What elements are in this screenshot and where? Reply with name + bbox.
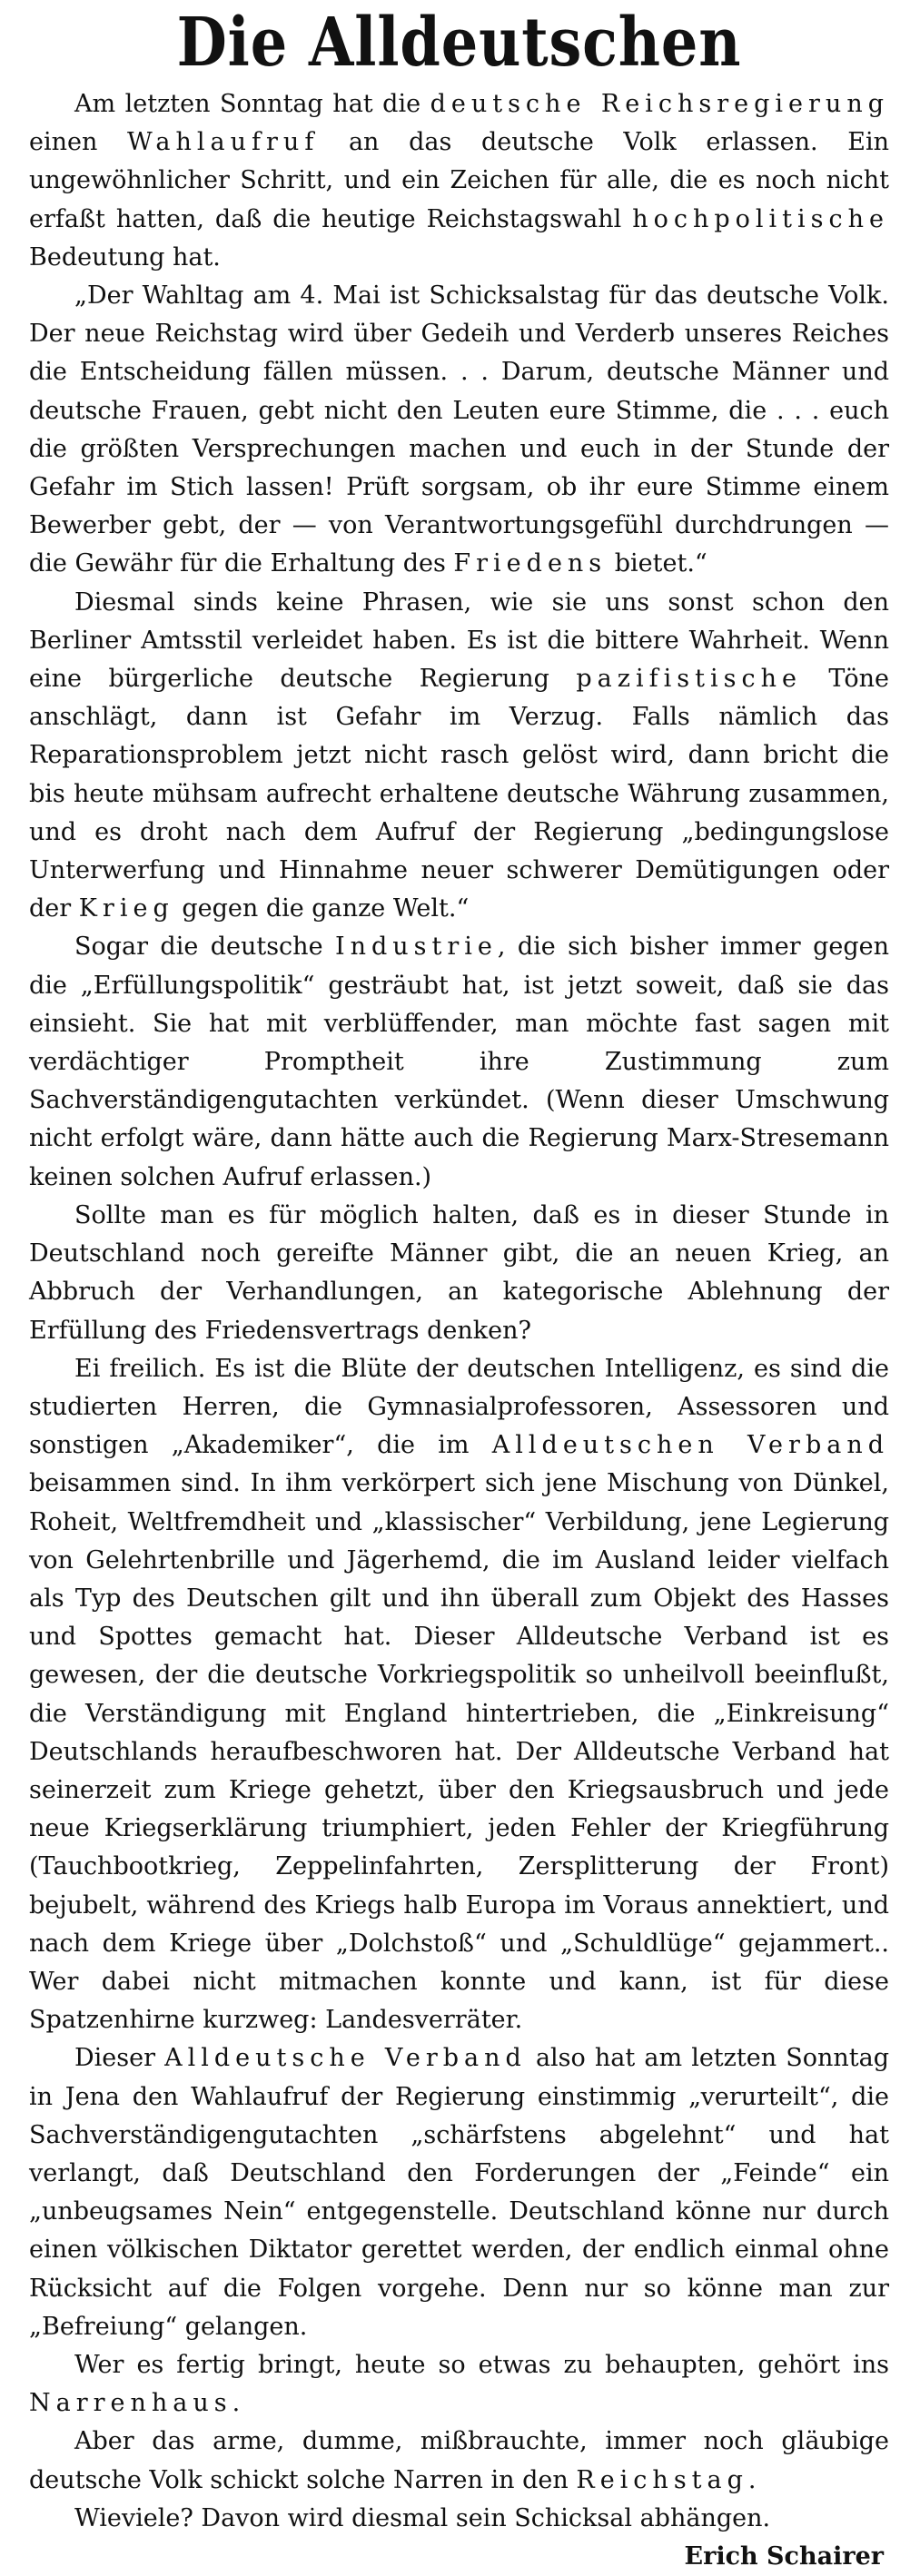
emphasized-text: pazifistische (576, 665, 802, 694)
text-run: „Der Wahltag am 4. Mai ist Schicksalstag für das deutsche Volk. Der neue Reichstag wird über Gedeih und Verderb unseres Reiches die Entscheidung fällen müssen. . . Darum, deutsche Männer und deutsche Frauen, gebt nicht den Leuten eure Stimme, die . . . euch die größten Versprechungen machen und euch in der Stunde der Gefahr im Stich lassen! Prüft sorgsam, ob ihr eure Stimme einem Bewerber gebt, der — von Verantwortungsgefühl durchdrungen — die Gewähr für die Erhaltung des (29, 281, 889, 578)
emphasized-text: Narrenhaus (29, 2389, 232, 2418)
article-paragraph (29, 2346, 889, 2423)
text-run: Wieviele? Davon wird diesmal sein Schicksal abhängen. (74, 2503, 771, 2532)
author-signature: Erich Schairer (684, 2542, 884, 2571)
article-paragraph (29, 2039, 889, 2346)
emphasized-text: Alldeutsche Verband (164, 2044, 527, 2073)
text-run: einen (29, 128, 128, 157)
text-run: bietet.“ (607, 549, 707, 578)
article-paragraph (29, 584, 889, 929)
article-paragraph (29, 2500, 889, 2538)
text-run: . (747, 2465, 757, 2494)
article-title: Die Alldeutschen (176, 4, 742, 82)
text-run: Dieser (74, 2044, 165, 2073)
text-run: Sollte man es für möglich halten, daß es in dieser Stunde in Deutschland noch gereifte Männer gibt, die an neuen Krieg, an Abbruch der Verhandlungen, an kategorische Ablehnung der Erfüllung des Friedensvertrags denken? (29, 1200, 889, 1345)
emphasized-text: Reichstag (576, 2465, 748, 2494)
article-body (29, 85, 889, 2538)
emphasized-text: Friedens (453, 549, 608, 578)
emphasized-text: Wahlaufruf (127, 128, 320, 157)
emphasized-text: deutsche Reichsregierung (430, 90, 889, 118)
text-run: Am letzten Sonntag hat die (74, 90, 430, 118)
emphasized-text: Krieg (78, 894, 174, 923)
article-paragraph (29, 85, 889, 277)
text-run: Sogar die deutsche (74, 933, 335, 962)
emphasized-text: Industrie (334, 933, 498, 962)
text-run: Bedeutung hat. (29, 242, 221, 271)
text-run: Aber das arme, dumme, mißbrauchte, immer noch gläubige deutsche Volk schickt solche Narren in den (29, 2427, 889, 2494)
article-paragraph (29, 1350, 889, 2040)
text-run: beisammen sind. In ihm verkörpert sich jene Mischung von Dünkel, Roheit, Weltfremdheit und „klassischer“ Verbildung, jene Legierung von Gelehrtenbrille und Jägerhemd, die im Ausland leider vielfach als Typ des Deutschen gilt und ihn überall zum Objekt des Hasses und Spottes gemacht hat. Dieser Alldeutsche Verband ist es gewesen, der die deutsche Vorkriegspolitik so unheilvoll beeinflußt, die Verständigung mit England hintertrieben, die „Einkreisung“ Deutschlands heraufbeschworen hat. Der Alldeutsche Verband hat seinerzeit zum Kriege gehetzt, über den Kriegsausbruch und jede neue Kriegserklärung triumphiert, jeden Fehler der Kriegführung (Tauchbootkrieg, Zeppelinfahrten, Zersplitterung der Front) bejubelt, während des Kriegs halb Europa im Voraus annektiert, und nach dem Kriege über „Dolchstoß“ und „Schuldlüge“ gejammert.. Wer dabei nicht mitmachen konnte und kann, ist für diese Spatzenhirne kurzweg: Landesverräter. (29, 1469, 889, 2035)
text-run: , die sich bisher immer gegen die „Erfüllungspolitik“ gesträubt hat, ist jetzt soweit, daß sie das einsieht. Sie hat mit verblüffender, man möchte fast sagen mit verdächtiger Promptheit ihre Zustimmung zum Sachverständigengutachten verkündet. (Wenn dieser Umschwung nicht erfolgt wäre, dann hätte auch die Regierung Marx-Stresemann keinen solchen Aufruf erlassen.) (29, 933, 889, 1191)
emphasized-text: hochpolitische (632, 204, 889, 233)
text-run: gegen die ganze Welt.“ (173, 894, 470, 923)
article-paragraph (29, 277, 889, 584)
text-run: also hat am letzten Sonntag in Jena den Wahlaufruf der Regierung einstimmig „verurteilt“, die Sachverständigengutachten „schärfstens abgelehnt“ und hat verlangt, daß Deutschland den Forderungen der „Feinde“ ein „unbeugsames Nein“ entgegenstelle. Deutschland könne nur durch einen völkischen Diktator gerettet werden, der endlich einmal ohne Rücksicht auf die Folgen vorgehe. Denn nur so könne man zur „Befreiung“ gelangen. (29, 2044, 889, 2341)
article-paragraph (29, 2423, 889, 2499)
article-paragraph (29, 928, 889, 1196)
text-run: . (232, 2389, 241, 2418)
emphasized-text: Alldeutschen Verband (491, 1431, 889, 1460)
text-run: Wer es fertig bringt, heute so etwas zu behaupten, gehört ins (74, 2350, 889, 2379)
text-run: an das deutsche Volk erlassen. Ein ungewöhnlicher Schritt, und ein Zeichen für alle, die es noch nicht erfaßt hatten, daß die heutige Reichstagswahl (29, 128, 889, 233)
text-run: Töne anschlägt, dann ist Gefahr im Verzug. Falls nämlich das Reparationsproblem jetzt nicht rasch gelöst wird, dann bricht die bis heute mühsam aufrecht erhaltene deutsche Währung zusammen, und es droht nach dem Aufruf der Regierung „bedingungslose Unterwerfung und Hinnahme neuer schwerer Demütigungen oder der (29, 665, 889, 923)
text-run: Ei freilich. Es ist die Blüte der deutschen Intelligenz, es sind die studierten Herren, die Gymnasialprofessoren, Assessoren und sonstigen „Akademiker“, die im (29, 1354, 889, 1460)
article-paragraph (29, 1197, 889, 1350)
text-run: Diesmal sinds keine Phrasen, wie sie uns sonst schon den Berliner Amtsstil verleidet haben. Es ist die bittere Wahrheit. Wenn eine bürgerliche deutsche Regierung (29, 587, 889, 694)
